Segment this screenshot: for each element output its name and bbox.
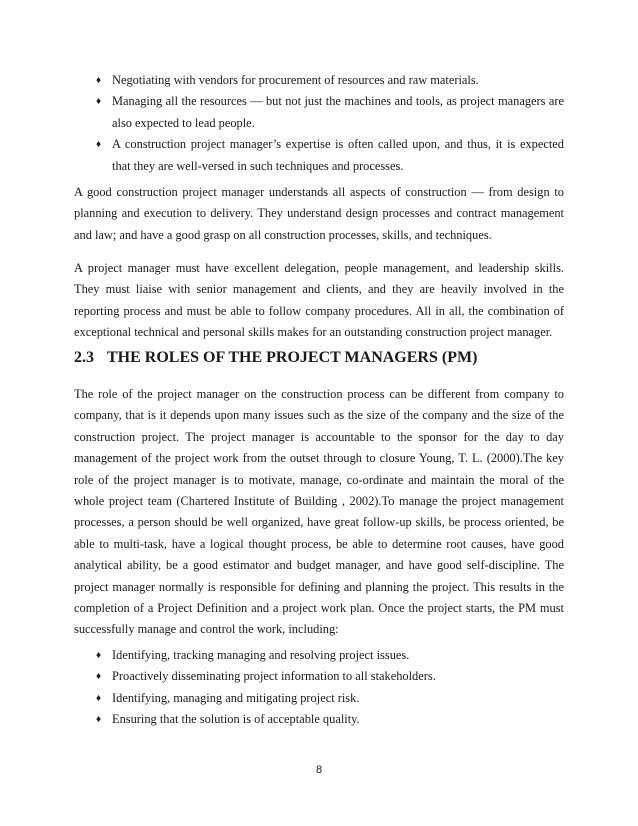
paragraph: A project manager must have excellent delegation, people management, and leadership skills. They must liaise with senior management and clients, and they are heavily involved in the reporting process and must be able to follow company procedures. All in all, the combination of exceptional technical and personal skills makes for an outstanding construction project manager.	[74, 261, 564, 340]
list-item: ♦ Negotiating with vendors for procurement of resources and raw materials.	[92, 70, 564, 91]
page-number: 8	[315, 764, 323, 776]
section-body-paragraph: The role of the project manager on the construction process can be different from company to company, that is it depends upon many issues such as the size of the company and the size of the construction project. The project manager is accountable to the sponsor for the day to day management of the project work from the outset through to closure Young, T. L. (2000).The key role of the project manager is to motivate, manage, co-ordinate and maintain the moral of the whole project team (Chartered Institute of Building , 2002).To manage the project management processes, a person should be well organized, have great follow-up skills, be process oriented, be able to multi-task, have a logical thought process, be able to determine root causes, have good analytical ability, be a good estimator and budget manager, and have good self-discipline. The project manager normally is responsible for defining and planning the project. This results in the completion of a Project Definition and a project work plan. Once the project starts, the PM must successfully manage and control the work, including:	[74, 387, 564, 637]
diamond-bullet-icon: ♦	[96, 650, 102, 661]
list-item: ♦ Managing all the resources — but not just the machines and tools, as project managers are also expected to lead people.	[92, 91, 564, 134]
list-item: ♦ Proactively disseminating project information to all stakeholders.	[92, 666, 564, 687]
list-item: ♦ A construction project manager’s expertise is often called upon, and thus, it is expected that they are well-versed in such techniques and processes.	[92, 134, 564, 177]
paragraph: A good construction project manager understands all aspects of construction — from design to planning and execution to delivery. They understand design processes and contract management and law; and have a good grasp on all construction processes, skills, and techniques.	[74, 185, 564, 242]
diamond-bullet-icon: ♦	[96, 75, 102, 86]
diamond-bullet-icon: ♦	[96, 96, 102, 108]
bullet-list-bottom	[92, 645, 564, 731]
diamond-bullet-icon: ♦	[96, 671, 102, 683]
list-item: ♦ Identifying, managing and mitigating project risk.	[92, 688, 564, 709]
list-item: ♦ Identifying, tracking managing and resolving project issues.	[92, 645, 564, 666]
section-heading	[74, 349, 477, 367]
section-title: THE ROLES OF THE PROJECT MANAGERS (PM)	[107, 349, 478, 366]
diamond-bullet-icon: ♦	[96, 692, 102, 704]
list-item: ♦ Ensuring that the solution is of acceptable quality.	[92, 709, 564, 730]
diamond-bullet-icon: ♦	[96, 714, 102, 726]
diamond-bullet-icon: ♦	[96, 139, 102, 151]
bullet-list-top	[92, 70, 564, 177]
section-number: 2.3	[74, 349, 94, 366]
